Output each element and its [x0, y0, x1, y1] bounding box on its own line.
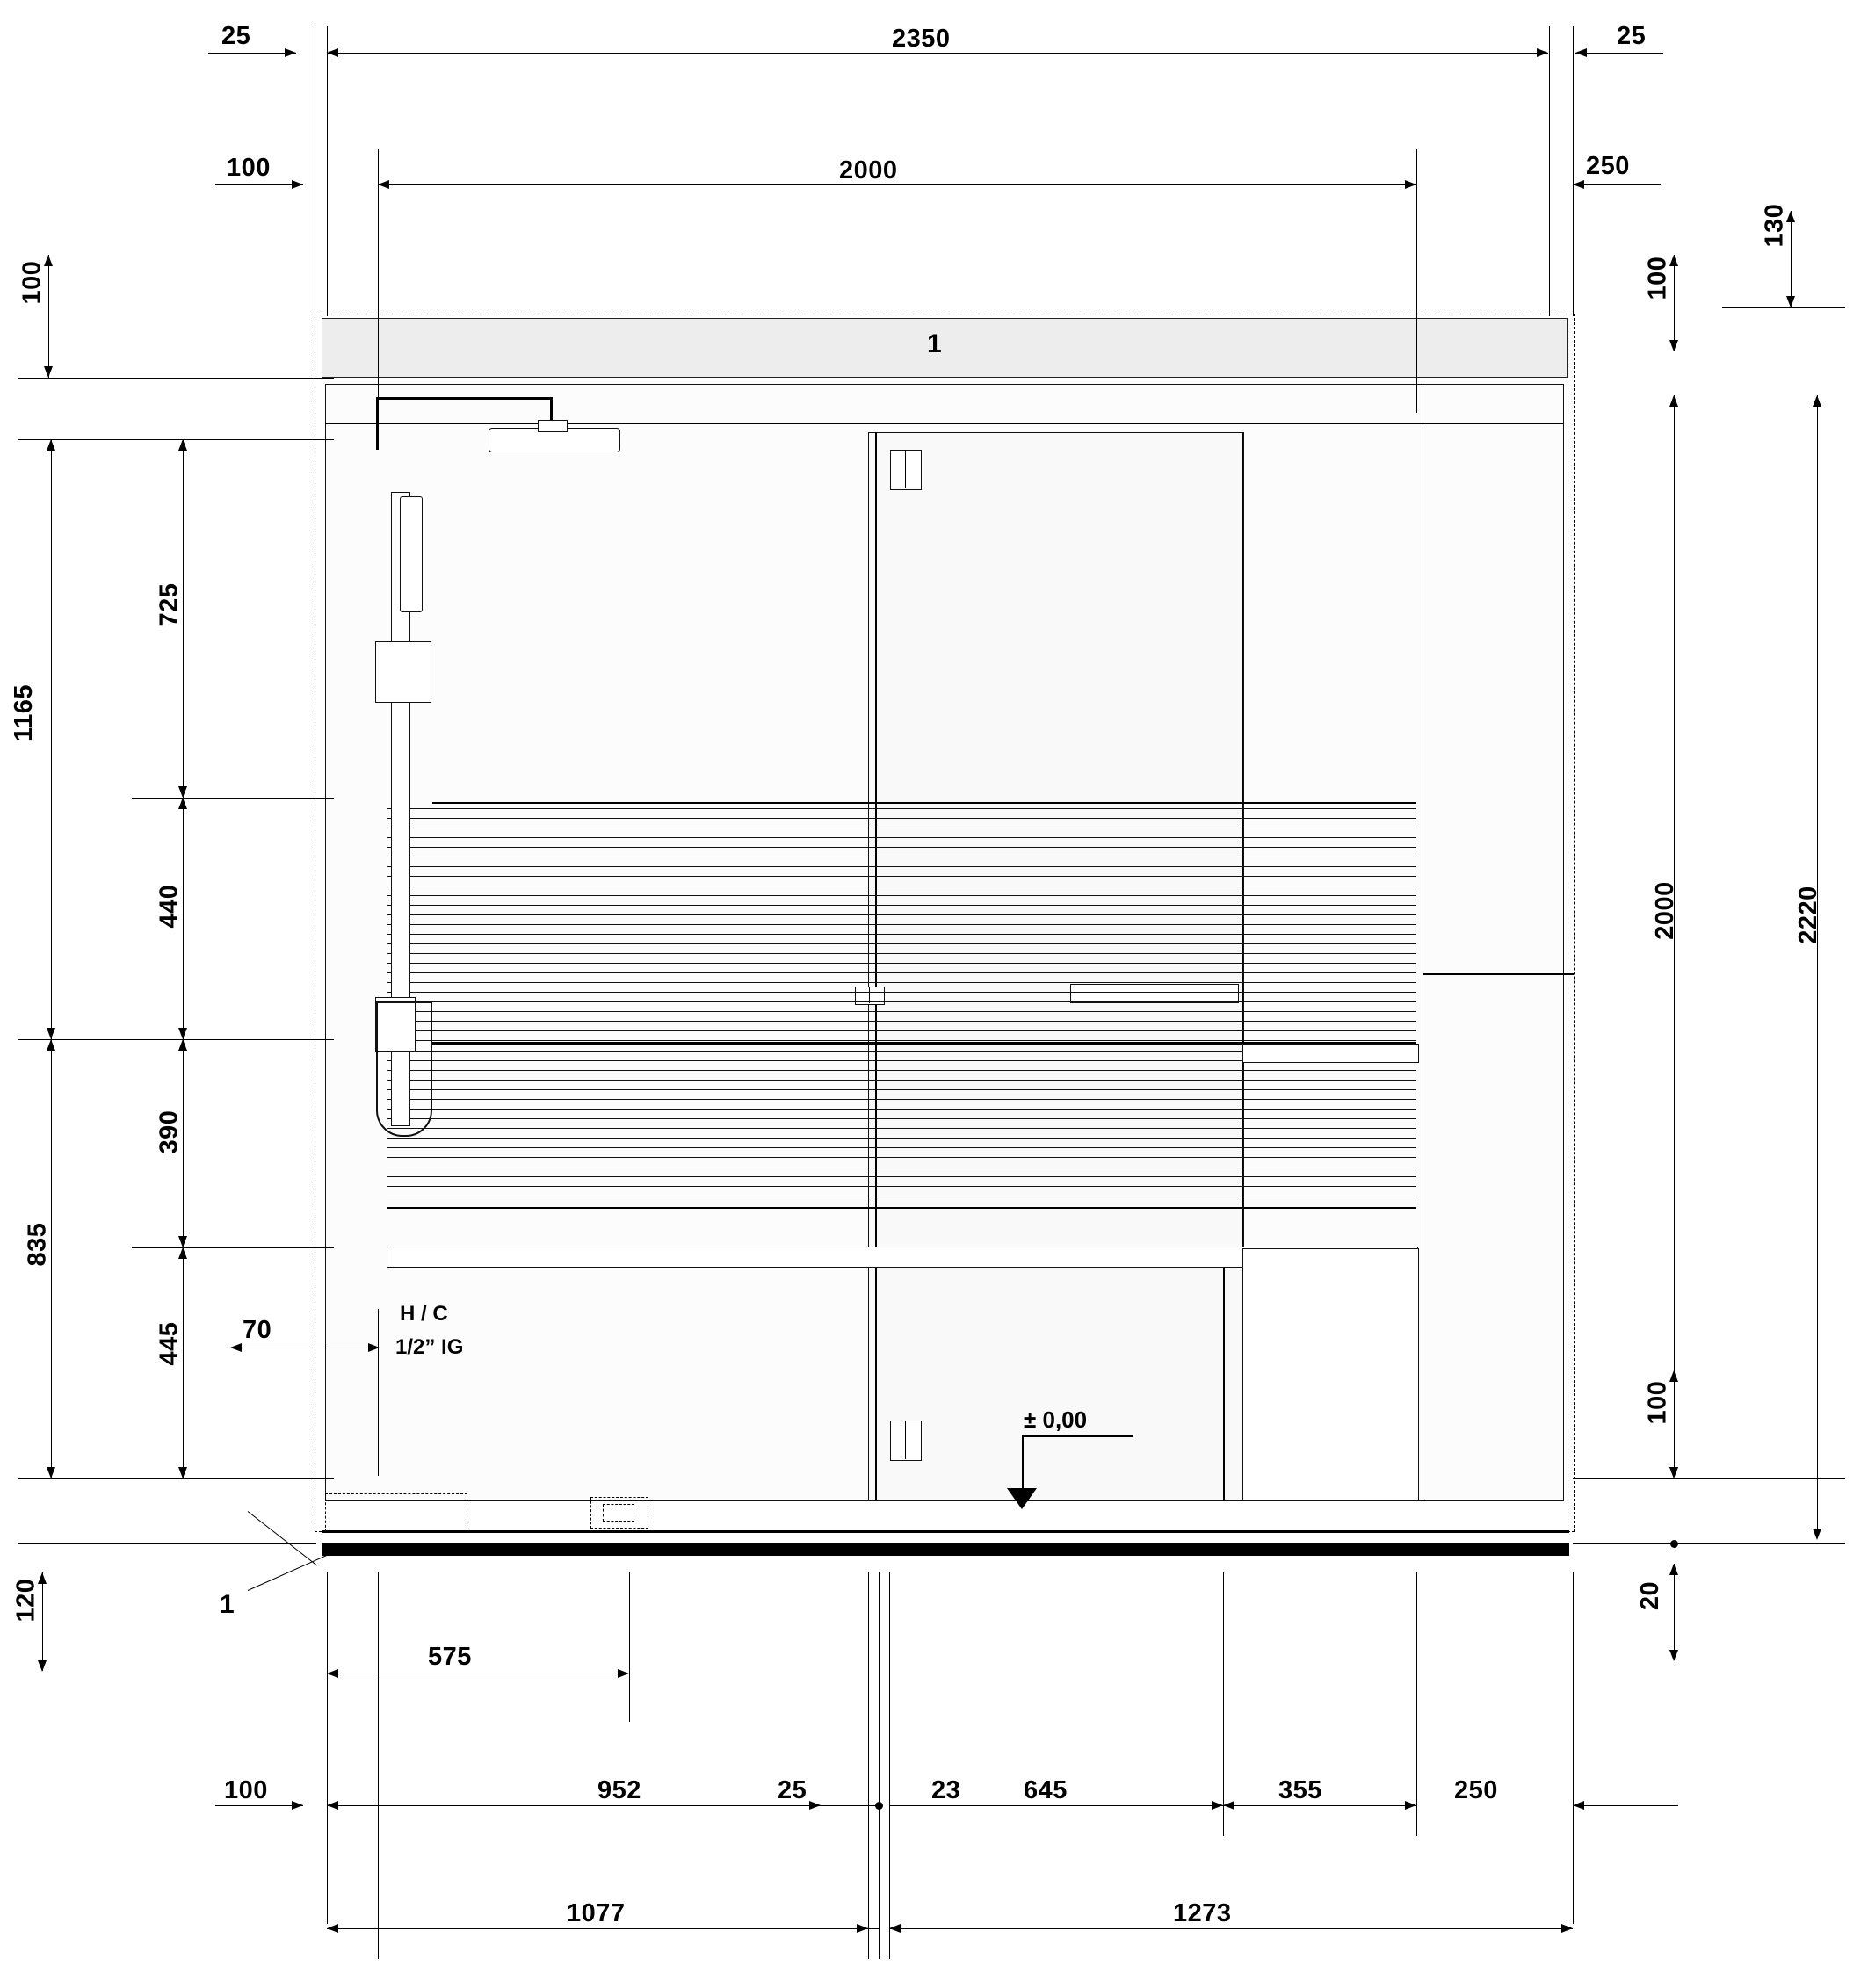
dim-top2-left-arrow: [292, 180, 303, 189]
dim-2220-arrow-d: [1813, 1529, 1821, 1540]
dim-left-ref-6: [18, 1478, 334, 1479]
hinge-top: [890, 450, 922, 490]
bench-edge-right-upper: [1242, 1044, 1419, 1063]
dim-355-arrow-l: [1223, 1801, 1234, 1810]
dim-2220-line: [1817, 395, 1818, 1537]
ext-v-6: [1573, 26, 1574, 316]
dim-100-top-left2: 100: [18, 260, 47, 305]
dim-left-ref-5: [132, 1247, 334, 1248]
dim-70-ext: [378, 1309, 379, 1476]
dim-130-ref: [1722, 307, 1845, 308]
dim-250-top-right: 250: [1586, 152, 1630, 180]
bench-rail-upper: [432, 802, 1416, 804]
dim-20-arrow-u: [1669, 1564, 1678, 1575]
dim-440: 440: [155, 884, 184, 929]
bext-5: [879, 1572, 880, 1959]
dim-top1-left-ext: [208, 53, 296, 54]
top-panel: [322, 318, 1568, 378]
dim-725-arrow-u: [178, 439, 187, 451]
dim-chain-100-left: [215, 1805, 303, 1806]
dim-top2-right-arrow: [1573, 180, 1584, 189]
hose-loop: [376, 1001, 432, 1137]
dim-25-bottom: 25: [778, 1776, 807, 1804]
dim-100-bottom-left: 100: [224, 1776, 268, 1804]
dim-23: 23: [931, 1776, 961, 1804]
dim-2220-arrow-u: [1813, 395, 1821, 407]
dim-355: 355: [1278, 1776, 1322, 1804]
shower-head-base: [538, 420, 568, 432]
dim-100-tr-line: [1674, 255, 1675, 351]
dim-20: 20: [1636, 1580, 1665, 1611]
callout-leader-1: [248, 1511, 317, 1565]
dim-390-arrow-u: [178, 1039, 187, 1051]
bench-edge-right-lower: [1242, 1248, 1419, 1269]
callout-label-bottom: 1: [220, 1590, 235, 1619]
dim-725-arrow-d: [178, 786, 187, 798]
dim-left-ref-4: [18, 1039, 334, 1040]
hinge-top-line: [905, 450, 906, 488]
dim-top2-arrow-right: [1405, 180, 1416, 189]
dim-440-arrow-d: [178, 1028, 187, 1039]
dim-1165-arrow-u: [47, 439, 55, 451]
dim-1165-arrow-d: [47, 1028, 55, 1039]
dim-100-bottom-arrow: [292, 1801, 303, 1810]
dim-250-arrow-l: [1573, 1801, 1584, 1810]
dim-top2-right-ext: [1573, 184, 1661, 185]
dim-2000-top: 2000: [839, 156, 898, 184]
dim-top1-right-arrow: [1575, 48, 1587, 57]
dim-1273-line: [889, 1928, 1573, 1929]
dim-top1-left-arrow: [285, 48, 296, 57]
level-mark-label: ± 0,00: [1024, 1406, 1088, 1433]
dim-2000-right: 2000: [1650, 881, 1679, 940]
dim-445-arrow-u: [178, 1247, 187, 1259]
dim-130: 130: [1760, 203, 1789, 248]
dim-1273-arrow-r: [1561, 1924, 1573, 1933]
dim-130-arrow-d: [1786, 296, 1795, 307]
level-mark-leader: [1022, 1435, 1024, 1488]
dim-1165: 1165: [9, 684, 38, 741]
dim-120: 120: [11, 1578, 40, 1623]
hand-shower-handle: [400, 496, 423, 612]
ext-v-3: [378, 149, 379, 413]
dim-952-arrow-r: [809, 1801, 821, 1810]
drain-detail-inner: [603, 1504, 634, 1522]
dim-645-arrow-r: [1212, 1801, 1223, 1810]
dim-445: 445: [155, 1321, 184, 1366]
dim-120-line: [42, 1572, 43, 1671]
dim-1077-arrow-r: [857, 1924, 868, 1933]
hinge-bottom: [890, 1421, 922, 1461]
dim-chain-952: [327, 1805, 879, 1806]
dim-1165-line: [51, 439, 52, 1039]
dim-chain-355: [1223, 1805, 1416, 1806]
bench-slats-upper: [387, 808, 1416, 1041]
dim-440-arrow-u: [178, 798, 187, 809]
ext-v-2: [327, 26, 328, 316]
dim-left-ref-1: [18, 378, 334, 379]
dim-100-right: 100: [1643, 1380, 1672, 1425]
shower-arm: [376, 397, 552, 400]
dim-575-arrow-r: [618, 1669, 629, 1678]
dim-2000-right-arrow-u: [1669, 395, 1678, 407]
base-top-line: [322, 1530, 1569, 1533]
dim-725: 725: [155, 582, 184, 627]
dim-120-arrow-d: [38, 1660, 47, 1672]
dim-25-right: 25: [1617, 22, 1647, 50]
dim-100-tl-arrow-d: [44, 366, 53, 378]
dim-250-bottom: 250: [1454, 1776, 1498, 1804]
base-plinth: [322, 1543, 1569, 1556]
corner-detail-left: [325, 1493, 467, 1532]
dim-2220: 2220: [1793, 886, 1822, 944]
dim-left-ref-2: [18, 439, 334, 440]
level-mark-underline: [1022, 1435, 1133, 1437]
callout-label-top: 1: [927, 329, 942, 358]
bext-9: [1573, 1572, 1574, 1924]
dim-100-top-left: 100: [227, 154, 271, 182]
dim-20-arrow-d: [1669, 1650, 1678, 1661]
bext-4: [868, 1572, 869, 1959]
dim-445-arrow-d: [178, 1467, 187, 1478]
dim-1273: 1273: [1173, 1899, 1232, 1927]
right-shelf-line: [1423, 973, 1574, 975]
bext-3: [629, 1572, 630, 1722]
dim-top1-arrow-left: [327, 48, 338, 57]
level-mark-triangle: [1007, 1488, 1037, 1509]
dim-1077-line: [327, 1928, 879, 1929]
dim-100-top-right2: 100: [1643, 256, 1672, 300]
dim-952: 952: [597, 1776, 641, 1804]
dim-835-arrow-u: [47, 1039, 55, 1051]
ext-v-5: [1549, 26, 1550, 316]
supply-note-line2: 1/2” IG: [395, 1335, 464, 1359]
dim-2350: 2350: [892, 25, 951, 53]
dim-20-line: [1674, 1564, 1675, 1660]
dim-chain-250: [1573, 1805, 1678, 1806]
bext-8: [1416, 1572, 1417, 1836]
hinge-bottom-line: [905, 1421, 906, 1459]
dim-chain-645: [889, 1805, 1223, 1806]
step-edge-vertical: [1223, 1268, 1225, 1500]
bext-2: [378, 1572, 379, 1959]
dim-100-tr-arrow-d: [1669, 340, 1678, 351]
dim-100-tl-line: [48, 255, 49, 378]
dim-left-ref-3: [132, 798, 334, 799]
dim-390: 390: [155, 1110, 184, 1154]
dim-left-ref-7: [18, 1543, 316, 1544]
chain-ref-dot: [875, 1802, 883, 1810]
corner-step-right: [1242, 1268, 1419, 1500]
dim-355-arrow-r: [1405, 1801, 1416, 1810]
dim-130-line: [1791, 211, 1792, 307]
dim-1273-arrow-l: [889, 1924, 901, 1933]
base-ref-dot-right: [1670, 1540, 1678, 1548]
dim-right-ref-1: [1573, 1478, 1845, 1479]
dim-575-arrow-l: [327, 1669, 338, 1678]
dim-top2-left-ext: [215, 184, 303, 185]
dim-835-arrow-d: [47, 1467, 55, 1478]
dim-top2-arrow-left: [378, 180, 389, 189]
bench-rail-lower: [387, 1207, 1416, 1209]
dim-390-arrow-d: [178, 1236, 187, 1247]
dim-835: 835: [23, 1222, 52, 1267]
dim-70: 70: [243, 1316, 272, 1344]
cabin-header-rail: [325, 423, 1563, 424]
bext-7: [1223, 1572, 1224, 1836]
dim-1077-arrow-l: [327, 1924, 338, 1933]
dim-645: 645: [1024, 1776, 1068, 1804]
dim-100-right-arrow-d: [1669, 1467, 1678, 1478]
bext-6: [889, 1572, 890, 1959]
bench-slats-lower: [387, 1051, 1416, 1205]
thermostat-valve: [375, 641, 431, 703]
dim-575: 575: [428, 1643, 472, 1671]
supply-note-line1: H / C: [400, 1302, 448, 1326]
bext-1: [327, 1572, 328, 1924]
callout-leader-2: [248, 1552, 333, 1591]
dim-25-left: 25: [221, 22, 251, 50]
dim-top1-arrow-right: [1537, 48, 1548, 57]
dim-70-arrow-l: [230, 1343, 242, 1352]
dim-1077: 1077: [567, 1899, 626, 1927]
dim-100-right-line: [1674, 1370, 1675, 1476]
dim-top1-right-ext: [1575, 53, 1663, 54]
dim-952-arrow-l: [327, 1801, 338, 1810]
ext-v-4: [1416, 149, 1417, 413]
dim-right-ref-2: [1573, 1543, 1845, 1544]
